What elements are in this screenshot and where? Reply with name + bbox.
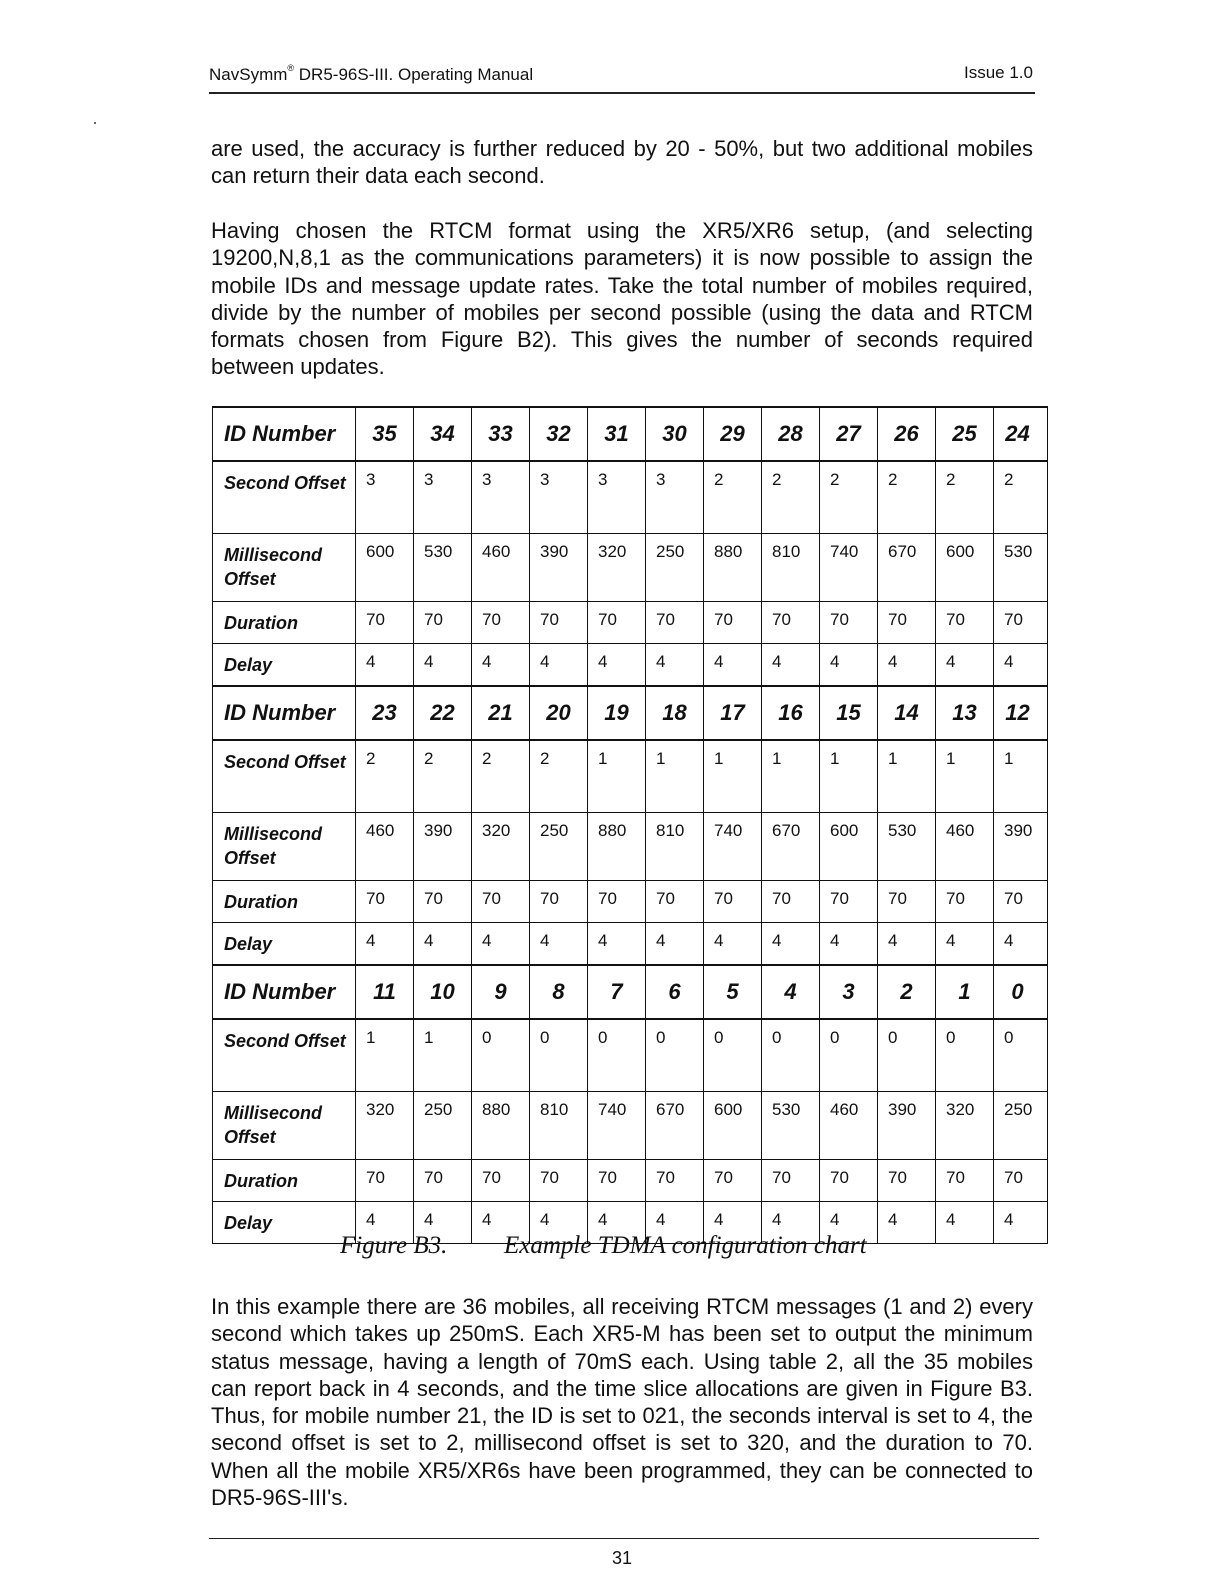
delay-cell: 4: [878, 644, 936, 687]
id-number-cell: 29: [704, 407, 762, 461]
delay-cell: 4: [994, 644, 1048, 687]
duration-cell: 70: [530, 881, 588, 923]
delay-cell: 4: [704, 644, 762, 687]
id-number-label: ID Number: [213, 965, 356, 1019]
second-offset-label: Second Offset: [213, 740, 356, 813]
duration-cell: 70: [356, 1160, 414, 1202]
millisecond-offset-cell: 810: [646, 813, 704, 881]
millisecond-offset-cell: 390: [530, 534, 588, 602]
delay-cell: 4: [704, 923, 762, 966]
delay-cell: 4: [762, 1202, 820, 1244]
id-number-cell: 26: [878, 407, 936, 461]
duration-cell: 70: [530, 602, 588, 644]
millisecond-offset-cell: 880: [588, 813, 646, 881]
millisecond-offset-cell: 460: [356, 813, 414, 881]
second-offset-cell: 1: [878, 740, 936, 813]
millisecond-offset-cell: 530: [414, 534, 472, 602]
row-second-offset: [213, 740, 1048, 813]
row-id-number: [213, 407, 1048, 461]
duration-cell: 70: [994, 881, 1048, 923]
millisecond-offset-cell: 880: [472, 1092, 530, 1160]
delay-cell: 4: [820, 644, 878, 687]
delay-cell: 4: [588, 923, 646, 966]
delay-cell: 4: [588, 644, 646, 687]
millisecond-offset-cell: 390: [414, 813, 472, 881]
duration-cell: 70: [762, 881, 820, 923]
millisecond-offset-cell: 600: [820, 813, 878, 881]
delay-cell: 4: [588, 1202, 646, 1244]
second-offset-cell: 3: [356, 461, 414, 534]
second-offset-cell: 3: [414, 461, 472, 534]
page-header: [209, 62, 1035, 94]
second-offset-cell: 0: [994, 1019, 1048, 1092]
millisecond-offset-cell: 810: [762, 534, 820, 602]
millisecond-offset-cell: 740: [588, 1092, 646, 1160]
delay-cell: 4: [646, 644, 704, 687]
delay-label: Delay: [213, 923, 356, 966]
id-number-cell: 32: [530, 407, 588, 461]
figure-number: Figure B3.: [340, 1232, 448, 1259]
delay-cell: 4: [762, 923, 820, 966]
id-number-cell: 16: [762, 686, 820, 740]
millisecond-offset-label: Millisecond Offset: [213, 1092, 356, 1160]
id-number-cell: 13: [936, 686, 994, 740]
second-offset-cell: 1: [356, 1019, 414, 1092]
millisecond-offset-label: Millisecond Offset: [213, 534, 356, 602]
delay-cell: 4: [472, 1202, 530, 1244]
duration-label: Duration: [213, 1160, 356, 1202]
id-number-cell: 23: [356, 686, 414, 740]
millisecond-offset-cell: 320: [588, 534, 646, 602]
millisecond-offset-cell: 880: [704, 534, 762, 602]
duration-cell: 70: [414, 1160, 472, 1202]
second-offset-cell: 0: [646, 1019, 704, 1092]
delay-cell: 4: [414, 1202, 472, 1244]
duration-cell: 70: [878, 1160, 936, 1202]
scan-speck: [94, 122, 96, 124]
millisecond-offset-cell: 670: [878, 534, 936, 602]
second-offset-cell: 3: [530, 461, 588, 534]
second-offset-cell: 0: [936, 1019, 994, 1092]
id-number-cell: 19: [588, 686, 646, 740]
delay-cell: 4: [646, 923, 704, 966]
id-number-cell: 3: [820, 965, 878, 1019]
second-offset-cell: 3: [472, 461, 530, 534]
duration-cell: 70: [356, 881, 414, 923]
id-number-cell: 31: [588, 407, 646, 461]
millisecond-offset-cell: 320: [472, 813, 530, 881]
delay-cell: 4: [472, 923, 530, 966]
duration-cell: 70: [820, 881, 878, 923]
duration-cell: 70: [646, 602, 704, 644]
id-number-cell: 1: [936, 965, 994, 1019]
id-number-cell: 21: [472, 686, 530, 740]
paragraph-accuracy: are used, the accuracy is further reduced by 20 - 50%, but two additional mobiles can return their data each second.: [211, 136, 1033, 189]
id-number-cell: 2: [878, 965, 936, 1019]
id-number-cell: 33: [472, 407, 530, 461]
id-number-cell: 25: [936, 407, 994, 461]
delay-cell: 4: [878, 1202, 936, 1244]
millisecond-offset-cell: 390: [994, 813, 1048, 881]
duration-cell: 70: [704, 602, 762, 644]
delay-cell: 4: [530, 1202, 588, 1244]
millisecond-offset-cell: 600: [356, 534, 414, 602]
millisecond-offset-cell: 320: [936, 1092, 994, 1160]
second-offset-cell: 2: [994, 461, 1048, 534]
id-number-label: ID Number: [213, 686, 356, 740]
millisecond-offset-cell: 600: [704, 1092, 762, 1160]
id-number-cell: 35: [356, 407, 414, 461]
millisecond-offset-cell: 530: [878, 813, 936, 881]
delay-label: Delay: [213, 1202, 356, 1244]
delay-cell: 4: [472, 644, 530, 687]
second-offset-cell: 0: [704, 1019, 762, 1092]
duration-cell: 70: [878, 602, 936, 644]
id-number-cell: 12: [994, 686, 1048, 740]
duration-cell: 70: [356, 602, 414, 644]
delay-cell: 4: [878, 923, 936, 966]
millisecond-offset-cell: 250: [530, 813, 588, 881]
id-number-cell: 17: [704, 686, 762, 740]
second-offset-label: Second Offset: [213, 461, 356, 534]
duration-cell: 70: [704, 1160, 762, 1202]
row-second-offset: [213, 461, 1048, 534]
delay-cell: 4: [356, 1202, 414, 1244]
row-id-number: [213, 686, 1048, 740]
id-number-cell: 9: [472, 965, 530, 1019]
second-offset-cell: 2: [704, 461, 762, 534]
delay-cell: 4: [762, 644, 820, 687]
row-delay: [213, 644, 1048, 687]
millisecond-offset-cell: 670: [762, 813, 820, 881]
id-number-cell: 28: [762, 407, 820, 461]
delay-cell: 4: [530, 644, 588, 687]
second-offset-cell: 0: [762, 1019, 820, 1092]
paragraph-example: In this example there are 36 mobiles, all receiving RTCM messages (1 and 2) every second which takes up 250mS. Each XR5-M has been set to output the minimum status message, having a length of 70mS each. Using table 2, all the 35 mobiles can report back in 4 seconds, and the time slice allocations are given in Figure B3. Thus, for mobile number 21, the ID is set to 021, the seconds interval is set to 4, the second offset is set to 2, millisecond offset is set to 320, and the duration to 70. When all the mobile XR5/XR6s have been programmed, they can be connected to DR5-96S-III's.: [211, 1294, 1033, 1511]
millisecond-offset-cell: 250: [994, 1092, 1048, 1160]
delay-cell: 4: [820, 1202, 878, 1244]
figure-caption: [340, 1232, 867, 1260]
delay-label: Delay: [213, 644, 356, 687]
id-number-cell: 34: [414, 407, 472, 461]
second-offset-cell: 1: [414, 1019, 472, 1092]
delay-cell: 4: [936, 923, 994, 966]
manual-title: NavSymm® DR5-96S-III. Operating Manual: [209, 63, 534, 84]
millisecond-offset-cell: 740: [704, 813, 762, 881]
id-number-cell: 22: [414, 686, 472, 740]
duration-cell: 70: [588, 881, 646, 923]
duration-cell: 70: [936, 1160, 994, 1202]
millisecond-offset-cell: 530: [762, 1092, 820, 1160]
duration-cell: 70: [704, 881, 762, 923]
millisecond-offset-cell: 390: [878, 1092, 936, 1160]
id-number-cell: 4: [762, 965, 820, 1019]
second-offset-cell: 2: [762, 461, 820, 534]
second-offset-cell: 2: [356, 740, 414, 813]
millisecond-offset-cell: 250: [414, 1092, 472, 1160]
duration-cell: 70: [994, 602, 1048, 644]
second-offset-cell: 0: [820, 1019, 878, 1092]
delay-cell: 4: [356, 923, 414, 966]
id-number-cell: 27: [820, 407, 878, 461]
second-offset-cell: 2: [820, 461, 878, 534]
id-number-cell: 18: [646, 686, 704, 740]
id-number-cell: 20: [530, 686, 588, 740]
duration-cell: 70: [762, 1160, 820, 1202]
row-millisecond-offset: [213, 813, 1048, 881]
second-offset-cell: 2: [936, 461, 994, 534]
second-offset-cell: 0: [530, 1019, 588, 1092]
id-number-cell: 30: [646, 407, 704, 461]
second-offset-cell: 1: [646, 740, 704, 813]
millisecond-offset-cell: 460: [936, 813, 994, 881]
id-number-cell: 8: [530, 965, 588, 1019]
millisecond-offset-cell: 810: [530, 1092, 588, 1160]
row-id-number: [213, 965, 1048, 1019]
duration-cell: 70: [588, 602, 646, 644]
duration-label: Duration: [213, 881, 356, 923]
delay-cell: 4: [994, 1202, 1048, 1244]
id-number-cell: 11: [356, 965, 414, 1019]
second-offset-cell: 1: [704, 740, 762, 813]
duration-cell: 70: [936, 602, 994, 644]
duration-cell: 70: [820, 1160, 878, 1202]
id-number-label: ID Number: [213, 407, 356, 461]
row-delay: [213, 923, 1048, 966]
id-number-cell: 0: [994, 965, 1048, 1019]
millisecond-offset-cell: 250: [646, 534, 704, 602]
duration-cell: 70: [472, 1160, 530, 1202]
second-offset-cell: 1: [994, 740, 1048, 813]
row-duration: [213, 1160, 1048, 1202]
row-millisecond-offset: [213, 534, 1048, 602]
delay-cell: 4: [994, 923, 1048, 966]
row-second-offset: [213, 1019, 1048, 1092]
duration-cell: 70: [646, 881, 704, 923]
id-number-cell: 15: [820, 686, 878, 740]
second-offset-cell: 1: [936, 740, 994, 813]
millisecond-offset-cell: 460: [820, 1092, 878, 1160]
second-offset-cell: 0: [588, 1019, 646, 1092]
duration-cell: 70: [994, 1160, 1048, 1202]
footer-rule: [209, 1538, 1039, 1539]
row-duration: [213, 881, 1048, 923]
duration-cell: 70: [588, 1160, 646, 1202]
second-offset-cell: 1: [820, 740, 878, 813]
second-offset-cell: 2: [530, 740, 588, 813]
delay-cell: 4: [414, 644, 472, 687]
millisecond-offset-label: Millisecond Offset: [213, 813, 356, 881]
delay-cell: 4: [530, 923, 588, 966]
millisecond-offset-cell: 320: [356, 1092, 414, 1160]
tdma-configuration-table: [212, 406, 1048, 1244]
second-offset-cell: 1: [588, 740, 646, 813]
row-duration: [213, 602, 1048, 644]
millisecond-offset-cell: 670: [646, 1092, 704, 1160]
id-number-cell: 6: [646, 965, 704, 1019]
second-offset-cell: 2: [414, 740, 472, 813]
duration-cell: 70: [646, 1160, 704, 1202]
second-offset-label: Second Offset: [213, 1019, 356, 1092]
duration-cell: 70: [472, 881, 530, 923]
duration-cell: 70: [936, 881, 994, 923]
delay-cell: 4: [356, 644, 414, 687]
second-offset-cell: 1: [762, 740, 820, 813]
second-offset-cell: 2: [878, 461, 936, 534]
millisecond-offset-cell: 460: [472, 534, 530, 602]
delay-cell: 4: [820, 923, 878, 966]
second-offset-cell: 0: [878, 1019, 936, 1092]
duration-cell: 70: [762, 602, 820, 644]
figure-title: Example TDMA configuration chart: [504, 1232, 867, 1259]
row-millisecond-offset: [213, 1092, 1048, 1160]
delay-cell: 4: [936, 1202, 994, 1244]
delay-cell: 4: [414, 923, 472, 966]
id-number-cell: 7: [588, 965, 646, 1019]
duration-label: Duration: [213, 602, 356, 644]
second-offset-cell: 3: [646, 461, 704, 534]
id-number-cell: 14: [878, 686, 936, 740]
duration-cell: 70: [878, 881, 936, 923]
id-number-cell: 5: [704, 965, 762, 1019]
delay-cell: 4: [704, 1202, 762, 1244]
second-offset-cell: 0: [472, 1019, 530, 1092]
second-offset-cell: 2: [472, 740, 530, 813]
millisecond-offset-cell: 530: [994, 534, 1048, 602]
duration-cell: 70: [820, 602, 878, 644]
delay-cell: 4: [936, 644, 994, 687]
duration-cell: 70: [414, 881, 472, 923]
duration-cell: 70: [414, 602, 472, 644]
paragraph-rtcm-setup: Having chosen the RTCM format using the XR5/XR6 setup, (and selecting 19200,N,8,1 as the communications parameters) it is now possible to assign the mobile IDs and message update rates. Take the total number of mobiles required, divide by the number of mobiles per second possible (using the data and RTCM formats chosen from Figure B2). This gives the number of seconds required between updates.: [211, 218, 1033, 380]
id-number-cell: 10: [414, 965, 472, 1019]
page-number: 31: [612, 1548, 633, 1568]
duration-cell: 70: [530, 1160, 588, 1202]
millisecond-offset-cell: 600: [936, 534, 994, 602]
duration-cell: 70: [472, 602, 530, 644]
id-number-cell: 24: [994, 407, 1048, 461]
delay-cell: 4: [646, 1202, 704, 1244]
millisecond-offset-cell: 740: [820, 534, 878, 602]
issue-label: Issue 1.0: [964, 63, 1033, 82]
second-offset-cell: 3: [588, 461, 646, 534]
